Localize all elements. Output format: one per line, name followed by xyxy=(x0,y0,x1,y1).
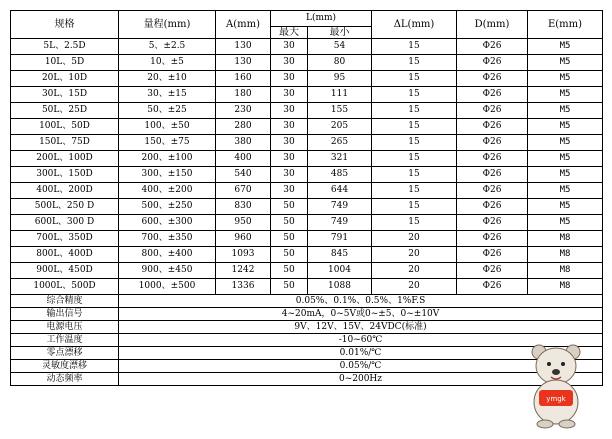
table-row xyxy=(11,103,603,119)
cell-spec: 700L、350D xyxy=(11,231,119,247)
cell-range: 500、±250 xyxy=(119,199,216,215)
summary-label: 工作温度 xyxy=(11,334,119,347)
cell-d: Φ26 xyxy=(457,103,528,119)
cell-spec: 20L、10D xyxy=(11,71,119,87)
cell-range: 600、±300 xyxy=(119,215,216,231)
cell-spec: 800L、400D xyxy=(11,247,119,263)
cell-delta-l: 20 xyxy=(372,231,457,247)
cell-e: M5 xyxy=(528,71,603,87)
cell-d: Φ26 xyxy=(457,199,528,215)
cell-spec: 1000L、500D xyxy=(11,279,119,295)
summary-label: 电源电压 xyxy=(11,321,119,334)
svg-text:ymgk: ymgk xyxy=(546,395,566,403)
cell-d: Φ26 xyxy=(457,215,528,231)
cell-a: 160 xyxy=(216,71,271,87)
cell-d: Φ26 xyxy=(457,279,528,295)
cell-a: 400 xyxy=(216,151,271,167)
cell-l-max: 50 xyxy=(271,279,308,295)
cell-l-min: 791 xyxy=(308,231,372,247)
cell-e: M8 xyxy=(528,231,603,247)
cell-delta-l: 15 xyxy=(372,119,457,135)
summary-value: -10~60℃ xyxy=(119,334,603,347)
cell-l-min: 749 xyxy=(308,199,372,215)
table-row xyxy=(11,247,603,263)
cell-d: Φ26 xyxy=(457,167,528,183)
cell-range: 150、±75 xyxy=(119,135,216,151)
summary-row xyxy=(11,334,603,347)
cell-l-min: 644 xyxy=(308,183,372,199)
cell-e: M5 xyxy=(528,167,603,183)
cell-l-max: 50 xyxy=(271,231,308,247)
cell-e: M5 xyxy=(528,103,603,119)
cell-spec: 30L、15D xyxy=(11,87,119,103)
cell-l-max: 50 xyxy=(271,199,308,215)
cell-spec: 200L、100D xyxy=(11,151,119,167)
cell-d: Φ26 xyxy=(457,71,528,87)
cell-d: Φ26 xyxy=(457,183,528,199)
summary-row xyxy=(11,360,603,373)
cell-range: 900、±450 xyxy=(119,263,216,279)
header-l-min: 最小 xyxy=(308,27,372,39)
cell-l-min: 1004 xyxy=(308,263,372,279)
cell-delta-l: 20 xyxy=(372,279,457,295)
cell-l-max: 50 xyxy=(271,215,308,231)
cell-delta-l: 15 xyxy=(372,183,457,199)
cell-d: Φ26 xyxy=(457,151,528,167)
cell-l-min: 749 xyxy=(308,215,372,231)
cell-l-min: 1088 xyxy=(308,279,372,295)
cell-l-max: 30 xyxy=(271,183,308,199)
cell-e: M5 xyxy=(528,55,603,71)
cell-l-min: 80 xyxy=(308,55,372,71)
summary-label: 输出信号 xyxy=(11,308,119,321)
table-row xyxy=(11,71,603,87)
summary-value: 0~200Hz xyxy=(119,373,603,386)
cell-a: 1336 xyxy=(216,279,271,295)
summary-value: 4~20mA，0~5V或0~±5、0~±10V xyxy=(119,308,603,321)
cell-l-min: 155 xyxy=(308,103,372,119)
cell-a: 180 xyxy=(216,87,271,103)
summary-row xyxy=(11,321,603,334)
cell-range: 5、±2.5 xyxy=(119,39,216,55)
cell-spec: 300L、150D xyxy=(11,167,119,183)
cell-l-max: 30 xyxy=(271,55,308,71)
table-row xyxy=(11,39,603,55)
summary-row xyxy=(11,347,603,360)
cell-a: 960 xyxy=(216,231,271,247)
cell-e: M5 xyxy=(528,87,603,103)
cell-delta-l: 15 xyxy=(372,39,457,55)
cell-a: 130 xyxy=(216,55,271,71)
cell-l-max: 30 xyxy=(271,135,308,151)
cell-delta-l: 15 xyxy=(372,167,457,183)
cell-delta-l: 15 xyxy=(372,55,457,71)
table-row xyxy=(11,55,603,71)
cell-d: Φ26 xyxy=(457,135,528,151)
summary-value: 0.01%/℃ xyxy=(119,347,603,360)
cell-d: Φ26 xyxy=(457,247,528,263)
cell-delta-l: 15 xyxy=(372,103,457,119)
cell-e: M5 xyxy=(528,135,603,151)
cell-d: Φ26 xyxy=(457,87,528,103)
cell-d: Φ26 xyxy=(457,263,528,279)
summary-label: 综合精度 xyxy=(11,295,119,308)
cell-spec: 10L、5D xyxy=(11,55,119,71)
cell-a: 130 xyxy=(216,39,271,55)
cell-spec: 100L、50D xyxy=(11,119,119,135)
cell-l-max: 30 xyxy=(271,151,308,167)
table-row xyxy=(11,119,603,135)
cell-spec: 400L、200D xyxy=(11,183,119,199)
summary-value: 0.05%/℃ xyxy=(119,360,603,373)
cell-l-max: 30 xyxy=(271,39,308,55)
cell-l-min: 845 xyxy=(308,247,372,263)
table-row xyxy=(11,87,603,103)
cell-e: M5 xyxy=(528,151,603,167)
cell-a: 540 xyxy=(216,167,271,183)
cell-spec: 150L、75D xyxy=(11,135,119,151)
header-d: D(mm) xyxy=(457,11,528,39)
cell-range: 800、±400 xyxy=(119,247,216,263)
cell-range: 700、±350 xyxy=(119,231,216,247)
cell-a: 230 xyxy=(216,103,271,119)
cell-range: 100、±50 xyxy=(119,119,216,135)
cell-d: Φ26 xyxy=(457,39,528,55)
cell-e: M5 xyxy=(528,119,603,135)
cell-e: M5 xyxy=(528,183,603,199)
summary-value: 9V、12V、15V、24VDC(标准) xyxy=(119,321,603,334)
cell-l-min: 265 xyxy=(308,135,372,151)
header-range: 量程(mm) xyxy=(119,11,216,39)
cell-e: M5 xyxy=(528,199,603,215)
cell-spec: 900L、450D xyxy=(11,263,119,279)
table-row xyxy=(11,183,603,199)
summary-value: 0.05%、0.1%、0.5%、1%F.S xyxy=(119,295,603,308)
cell-l-max: 30 xyxy=(271,71,308,87)
summary-row xyxy=(11,373,603,386)
cell-l-min: 54 xyxy=(308,39,372,55)
cell-spec: 50L、25D xyxy=(11,103,119,119)
cell-l-max: 30 xyxy=(271,167,308,183)
table-row xyxy=(11,263,603,279)
cell-l-min: 485 xyxy=(308,167,372,183)
cell-a: 1093 xyxy=(216,247,271,263)
cell-range: 50、±25 xyxy=(119,103,216,119)
table-body xyxy=(11,39,603,386)
cell-d: Φ26 xyxy=(457,119,528,135)
summary-row xyxy=(11,295,603,308)
cell-spec: 5L、2.5D xyxy=(11,39,119,55)
cell-d: Φ26 xyxy=(457,231,528,247)
header-spec: 规格 xyxy=(11,11,119,39)
cell-l-max: 30 xyxy=(271,119,308,135)
cell-a: 380 xyxy=(216,135,271,151)
cell-range: 10、±5 xyxy=(119,55,216,71)
header-a: A(mm) xyxy=(216,11,271,39)
table-row xyxy=(11,167,603,183)
table-row xyxy=(11,215,603,231)
cell-range: 1000、±500 xyxy=(119,279,216,295)
header-l-max: 最大 xyxy=(271,27,308,39)
summary-row xyxy=(11,308,603,321)
table-row xyxy=(11,135,603,151)
cell-spec: 500L、250 D xyxy=(11,199,119,215)
cell-range: 300、±150 xyxy=(119,167,216,183)
cell-a: 670 xyxy=(216,183,271,199)
cell-delta-l: 15 xyxy=(372,71,457,87)
cell-delta-l: 20 xyxy=(372,263,457,279)
cell-e: M8 xyxy=(528,279,603,295)
cell-range: 20、±10 xyxy=(119,71,216,87)
cell-a: 280 xyxy=(216,119,271,135)
table-row xyxy=(11,279,603,295)
header-l: L(mm) xyxy=(271,11,372,27)
cell-e: M5 xyxy=(528,215,603,231)
cell-l-min: 205 xyxy=(308,119,372,135)
cell-delta-l: 20 xyxy=(372,247,457,263)
cell-e: M5 xyxy=(528,39,603,55)
summary-label: 零点漂移 xyxy=(11,347,119,360)
cell-delta-l: 15 xyxy=(372,87,457,103)
table-row xyxy=(11,231,603,247)
cell-delta-l: 15 xyxy=(372,151,457,167)
cell-e: M8 xyxy=(528,263,603,279)
cell-l-max: 50 xyxy=(271,263,308,279)
cell-delta-l: 15 xyxy=(372,199,457,215)
cell-a: 1242 xyxy=(216,263,271,279)
summary-label: 动态频率 xyxy=(11,373,119,386)
header-e: E(mm) xyxy=(528,11,603,39)
cell-range: 200、±100 xyxy=(119,151,216,167)
summary-label: 灵敏度漂移 xyxy=(11,360,119,373)
table-row xyxy=(11,151,603,167)
cell-range: 30、±15 xyxy=(119,87,216,103)
cell-l-min: 111 xyxy=(308,87,372,103)
bear-mascot-logo xyxy=(525,340,587,430)
cell-a: 830 xyxy=(216,199,271,215)
cell-d: Φ26 xyxy=(457,55,528,71)
cell-spec: 600L、300 D xyxy=(11,215,119,231)
cell-delta-l: 15 xyxy=(372,215,457,231)
cell-l-min: 321 xyxy=(308,151,372,167)
spec-table xyxy=(10,10,603,386)
cell-e: M8 xyxy=(528,247,603,263)
cell-delta-l: 15 xyxy=(372,135,457,151)
cell-a: 950 xyxy=(216,215,271,231)
header-delta-l: ΔL(mm) xyxy=(372,11,457,39)
cell-l-min: 95 xyxy=(308,71,372,87)
table-row xyxy=(11,199,603,215)
cell-l-max: 30 xyxy=(271,87,308,103)
cell-l-max: 50 xyxy=(271,247,308,263)
cell-l-max: 30 xyxy=(271,103,308,119)
cell-range: 400、±200 xyxy=(119,183,216,199)
